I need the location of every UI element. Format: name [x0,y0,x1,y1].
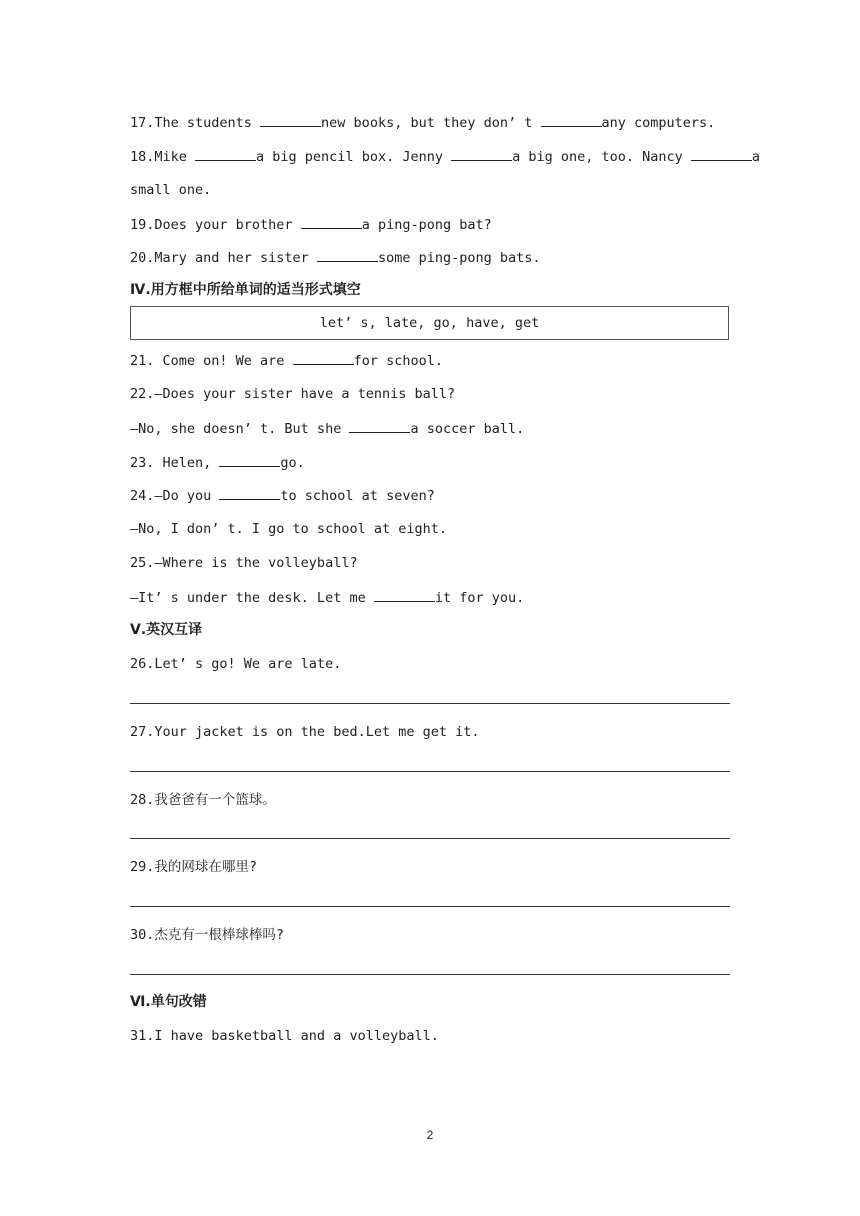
q25-text-3: it for you. [434,590,525,606]
answer-blank[interactable] [317,248,378,262]
question-17 [130,113,715,132]
q21-text-1: 21. Come on! We are [130,353,293,369]
question-19 [130,215,492,234]
question-22 [130,385,455,403]
answer-blank[interactable] [219,486,280,500]
q24-text-3: —No, I don’ t. I go to school at eight. [130,521,447,537]
answer-line[interactable] [130,838,730,839]
answer-blank[interactable] [691,147,752,161]
question-22-reply [130,419,524,438]
question-30: 30.杰克有一根棒球棒吗? [130,927,285,943]
q23-text-1: 23. Helen, [130,455,220,471]
answer-line[interactable] [130,771,730,772]
page-number: 2 [426,1128,434,1142]
answer-blank[interactable] [260,113,321,127]
answer-line[interactable] [130,974,730,975]
q22-text-2: —No, she doesn’ t. But she [130,421,350,437]
answer-blank[interactable] [195,147,256,161]
question-18-cont [130,181,211,199]
answer-blank[interactable] [541,113,602,127]
q18-text-1: 18.Mike [130,149,196,165]
question-31: 31.I have basketball and a volleyball. [130,1028,439,1044]
q17-text-3: any computers. [601,115,716,131]
word-bank-text: let’ s, late, go, have, get [319,315,540,331]
q17-text-1: 17.The students [130,115,261,131]
q18-text-5: small one. [130,182,212,198]
q19-text-2: a ping-pong bat? [361,217,492,233]
q18-text-2: a big pencil box. Jenny [256,149,452,165]
q20-text-1: 20.Mary and her sister [130,250,317,266]
question-27: 27.Your jacket is on the bed.Let me get it. [130,724,480,740]
question-24-reply [130,520,447,538]
question-28: 28.我爸爸有一个篮球。 [130,792,276,808]
question-25-reply [130,588,524,607]
q24-text-2: to school at seven? [280,488,435,504]
q18-text-3: a big one, too. Nancy [512,149,691,165]
question-23 [130,453,305,472]
question-24 [130,486,435,505]
section-6-heading: Ⅵ.单句改错 [130,994,207,1010]
q18-text-4: a [751,149,761,165]
question-18 [130,147,760,166]
q22-text-3: a soccer ball. [410,421,525,437]
answer-blank[interactable] [451,147,512,161]
question-29: 29.我的网球在哪里? [130,859,258,875]
q17-text-2: new books, but they don’ t [321,115,541,131]
q21-text-2: for school. [353,353,443,369]
q24-text-1: 24.—Do you [130,488,220,504]
q25-text-2: —It’ s under the desk. Let me [130,590,374,606]
q23-text-2: go. [280,455,305,471]
question-21 [130,351,443,370]
question-20 [130,248,541,267]
q20-text-2: some ping-pong bats. [377,250,541,266]
answer-blank[interactable] [293,351,354,365]
answer-blank[interactable] [349,419,410,433]
section-4-heading: Ⅳ.用方框中所给单词的适当形式填空 [130,282,361,298]
answer-blank[interactable] [219,453,280,467]
answer-line[interactable] [130,703,730,704]
q22-text-1: 22.—Does your sister have a tennis ball? [130,386,456,402]
answer-line[interactable] [130,906,730,907]
section-5-heading: Ⅴ.英汉互译 [130,622,203,638]
question-26: 26.Let’ s go! We are late. [130,656,342,672]
answer-blank[interactable] [301,215,362,229]
answer-blank[interactable] [374,588,435,602]
q25-text-1: 25.—Where is the volleyball? [130,555,358,571]
q19-text-1: 19.Does your brother [130,217,301,233]
question-25 [130,554,358,572]
word-bank-box [130,306,729,340]
